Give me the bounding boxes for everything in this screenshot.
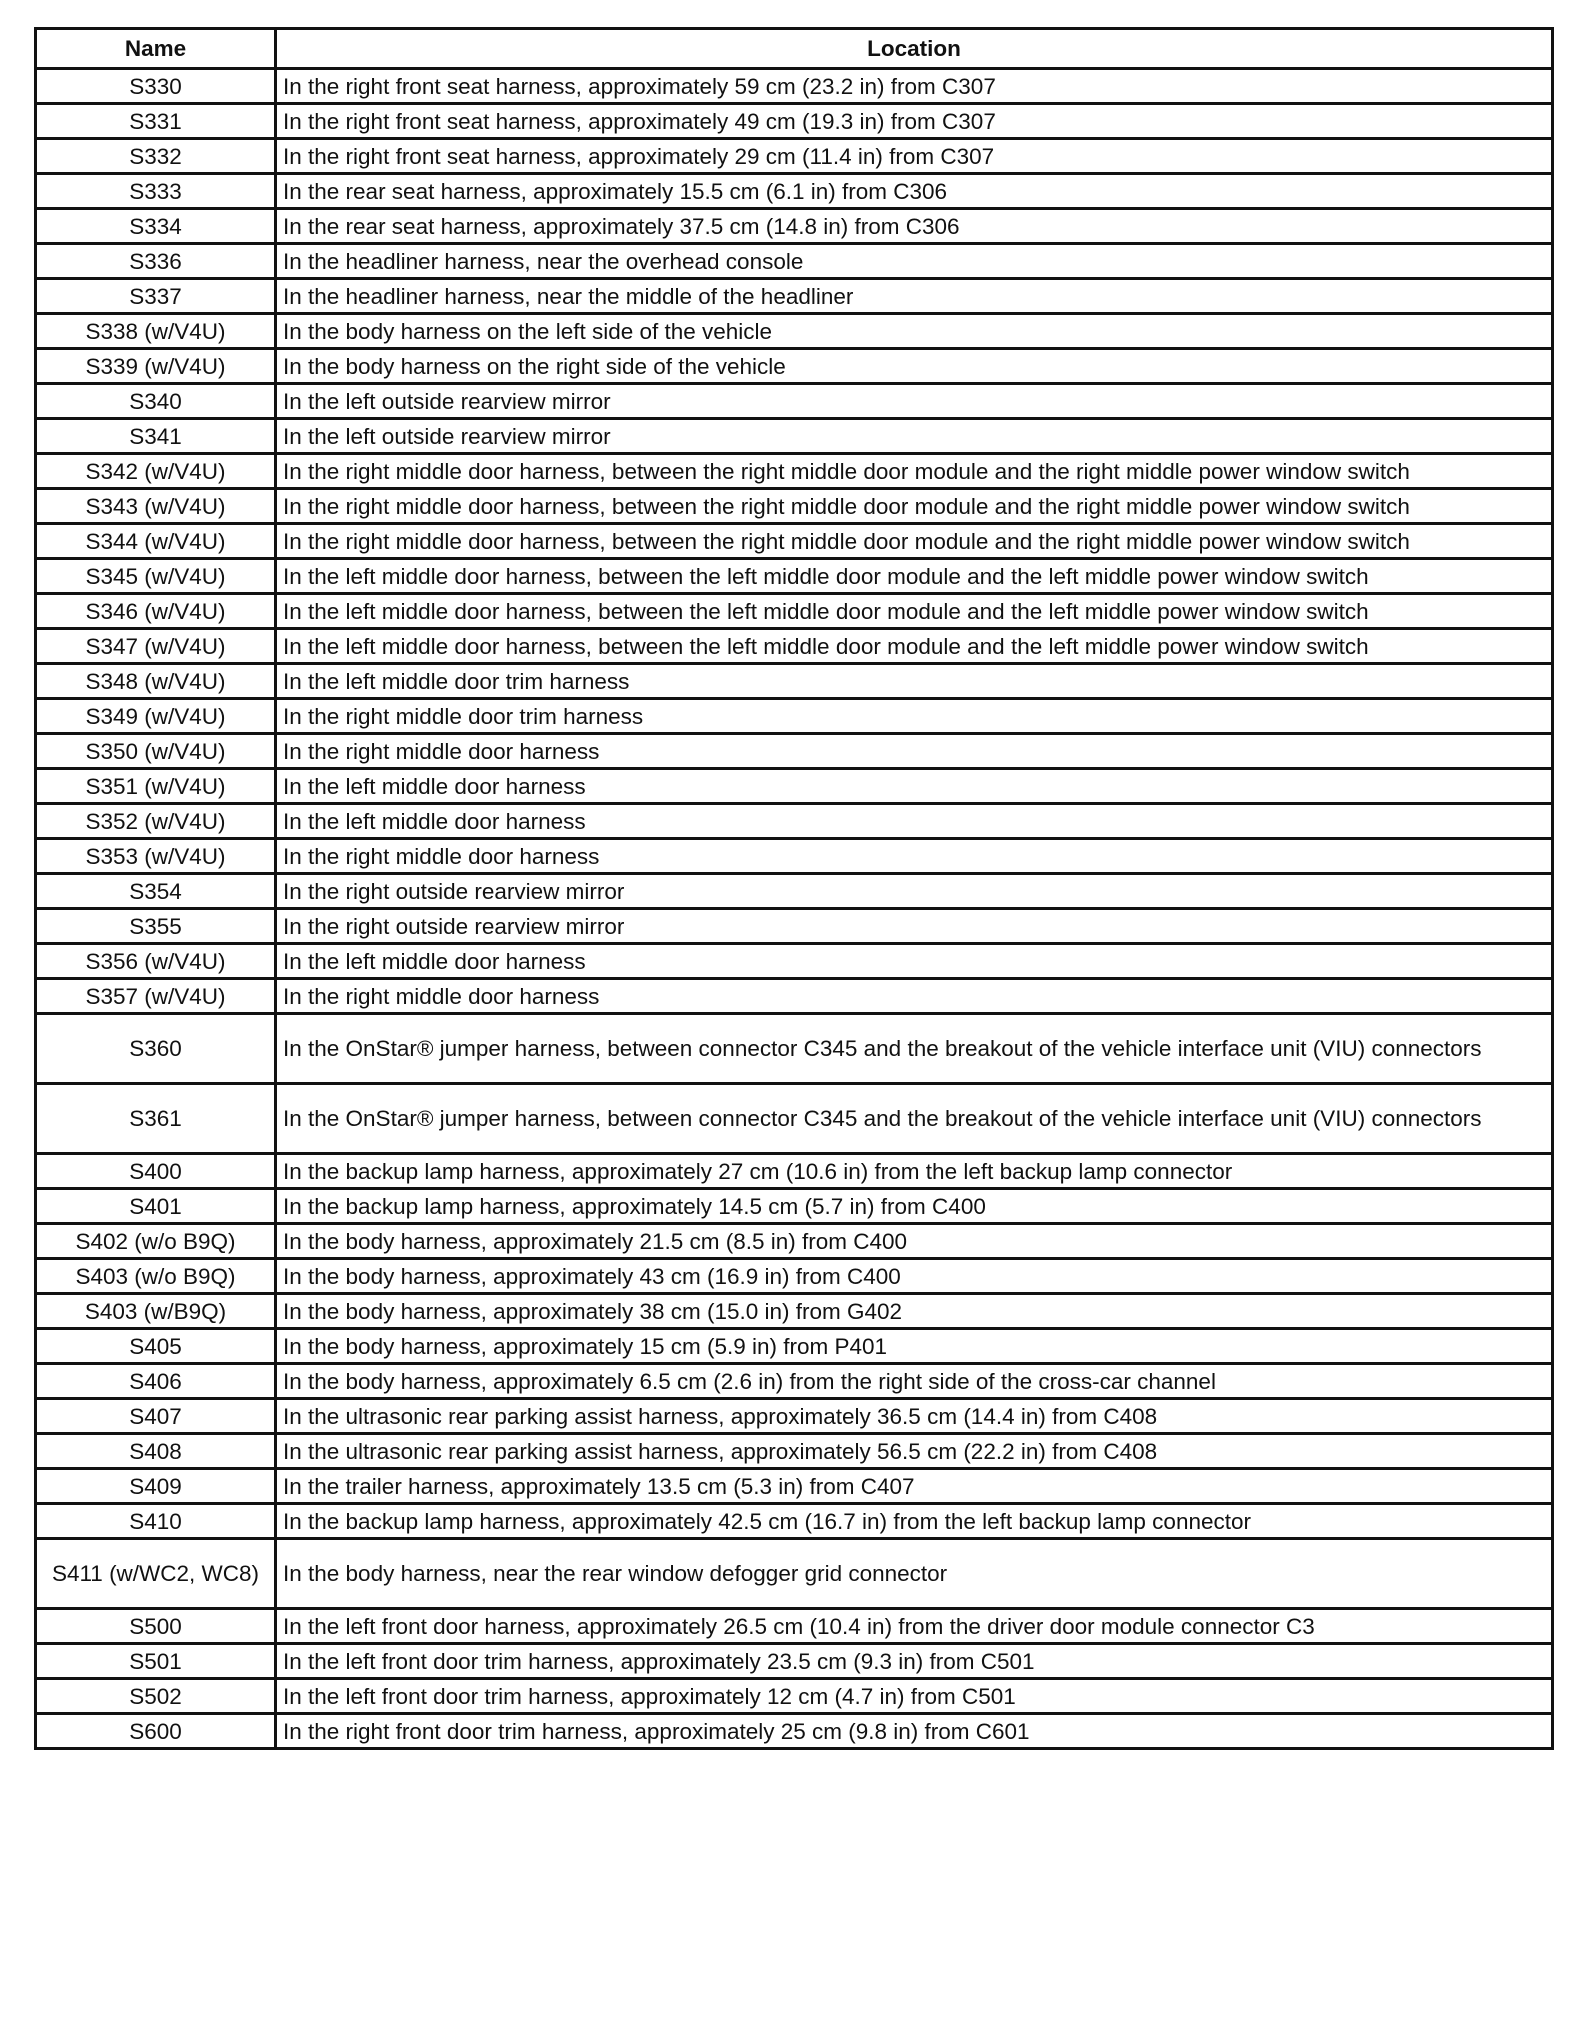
table-row — [36, 69, 1553, 104]
splice-location-cell: In the right outside rearview mirror — [276, 874, 1553, 909]
table-row — [36, 489, 1553, 524]
splice-name-cell: S330 — [36, 69, 276, 104]
splice-location-cell: In the left middle door harness, between the left middle door module and the left middle power window switch — [276, 594, 1553, 629]
splice-location-cell: In the left front door trim harness, approximately 23.5 cm (9.3 in) from C501 — [276, 1644, 1553, 1679]
splice-location-cell: In the trailer harness, approximately 13.5 cm (5.3 in) from C407 — [276, 1469, 1553, 1504]
table-row — [36, 594, 1553, 629]
splice-name-cell: S342 (w/V4U) — [36, 454, 276, 489]
table-row — [36, 769, 1553, 804]
splice-name-cell: S411 (w/WC2, WC8) — [36, 1539, 276, 1609]
splice-name-cell: S500 — [36, 1609, 276, 1644]
splice-location-cell: In the backup lamp harness, approximately 14.5 cm (5.7 in) from C400 — [276, 1189, 1553, 1224]
splice-location-cell: In the body harness, approximately 38 cm (15.0 in) from G402 — [276, 1294, 1553, 1329]
table-row — [36, 279, 1553, 314]
splice-name-cell: S344 (w/V4U) — [36, 524, 276, 559]
splice-location-cell: In the right middle door harness — [276, 734, 1553, 769]
table-row — [36, 1434, 1553, 1469]
table-row — [36, 1294, 1553, 1329]
splice-location-cell: In the right middle door harness — [276, 839, 1553, 874]
splice-location-cell: In the headliner harness, near the overhead console — [276, 244, 1553, 279]
table-row — [36, 1364, 1553, 1399]
splice-location-cell: In the ultrasonic rear parking assist harness, approximately 56.5 cm (22.2 in) from C408 — [276, 1434, 1553, 1469]
splice-location-cell: In the rear seat harness, approximately 15.5 cm (6.1 in) from C306 — [276, 174, 1553, 209]
splice-location-cell: In the body harness on the left side of the vehicle — [276, 314, 1553, 349]
splice-name-cell: S501 — [36, 1644, 276, 1679]
table-row — [36, 1154, 1553, 1189]
table-row — [36, 1679, 1553, 1714]
splice-name-cell: S354 — [36, 874, 276, 909]
table-row — [36, 1189, 1553, 1224]
table-row — [36, 419, 1553, 454]
splice-name-cell: S356 (w/V4U) — [36, 944, 276, 979]
splice-location-cell: In the backup lamp harness, approximately 27 cm (10.6 in) from the left backup lamp connector — [276, 1154, 1553, 1189]
splice-location-cell: In the right front door trim harness, approximately 25 cm (9.8 in) from C601 — [276, 1714, 1553, 1749]
table-row — [36, 944, 1553, 979]
splice-name-cell: S353 (w/V4U) — [36, 839, 276, 874]
splice-location-cell: In the ultrasonic rear parking assist harness, approximately 36.5 cm (14.4 in) from C408 — [276, 1399, 1553, 1434]
splice-name-cell: S350 (w/V4U) — [36, 734, 276, 769]
splice-location-cell: In the headliner harness, near the middle of the headliner — [276, 279, 1553, 314]
table-row — [36, 1714, 1553, 1749]
splice-location-table — [34, 27, 1554, 1750]
table-row — [36, 244, 1553, 279]
table-row — [36, 699, 1553, 734]
splice-name-cell: S336 — [36, 244, 276, 279]
splice-name-cell: S410 — [36, 1504, 276, 1539]
table-row — [36, 664, 1553, 699]
splice-location-cell: In the right front seat harness, approximately 59 cm (23.2 in) from C307 — [276, 69, 1553, 104]
splice-location-cell: In the OnStar® jumper harness, between connector C345 and the breakout of the vehicle interface unit (VIU) connectors — [276, 1084, 1553, 1154]
splice-name-cell: S351 (w/V4U) — [36, 769, 276, 804]
table-row — [36, 384, 1553, 419]
table-row — [36, 314, 1553, 349]
splice-name-cell: S334 — [36, 209, 276, 244]
splice-name-cell: S401 — [36, 1189, 276, 1224]
splice-location-cell: In the body harness, approximately 15 cm (5.9 in) from P401 — [276, 1329, 1553, 1364]
splice-location-cell: In the left middle door harness — [276, 769, 1553, 804]
splice-location-cell: In the left front door harness, approximately 26.5 cm (10.4 in) from the driver door module connector C3 — [276, 1609, 1553, 1644]
splice-name-cell: S406 — [36, 1364, 276, 1399]
splice-location-cell: In the body harness, approximately 21.5 cm (8.5 in) from C400 — [276, 1224, 1553, 1259]
table-row — [36, 1329, 1553, 1364]
splice-location-cell: In the left middle door trim harness — [276, 664, 1553, 699]
splice-location-cell: In the right middle door trim harness — [276, 699, 1553, 734]
table-row — [36, 524, 1553, 559]
table-row — [36, 1504, 1553, 1539]
splice-name-cell: S403 (w/o B9Q) — [36, 1259, 276, 1294]
splice-location-cell: In the body harness, near the rear window defogger grid connector — [276, 1539, 1553, 1609]
splice-location-cell: In the left front door trim harness, approximately 12 cm (4.7 in) from C501 — [276, 1679, 1553, 1714]
table-row — [36, 1539, 1553, 1609]
table-row — [36, 839, 1553, 874]
column-header-location: Location — [276, 29, 1553, 69]
splice-name-cell: S338 (w/V4U) — [36, 314, 276, 349]
splice-name-cell: S345 (w/V4U) — [36, 559, 276, 594]
table-row — [36, 1399, 1553, 1434]
splice-name-cell: S347 (w/V4U) — [36, 629, 276, 664]
splice-location-cell: In the right middle door harness, between the right middle door module and the right middle power window switch — [276, 454, 1553, 489]
splice-location-cell: In the right middle door harness, between the right middle door module and the right middle power window switch — [276, 524, 1553, 559]
splice-name-cell: S408 — [36, 1434, 276, 1469]
table-row — [36, 174, 1553, 209]
table-row — [36, 1609, 1553, 1644]
splice-name-cell: S346 (w/V4U) — [36, 594, 276, 629]
splice-location-cell: In the backup lamp harness, approximately 42.5 cm (16.7 in) from the left backup lamp connector — [276, 1504, 1553, 1539]
table-row — [36, 559, 1553, 594]
splice-location-cell: In the right front seat harness, approximately 29 cm (11.4 in) from C307 — [276, 139, 1553, 174]
table-body — [36, 69, 1553, 1749]
splice-name-cell: S405 — [36, 1329, 276, 1364]
splice-name-cell: S331 — [36, 104, 276, 139]
table-row — [36, 979, 1553, 1014]
splice-location-cell: In the right middle door harness, between the right middle door module and the right middle power window switch — [276, 489, 1553, 524]
splice-name-cell: S349 (w/V4U) — [36, 699, 276, 734]
table-row — [36, 209, 1553, 244]
splice-location-cell: In the right middle door harness — [276, 979, 1553, 1014]
table-header-row — [36, 29, 1553, 69]
table-row — [36, 1259, 1553, 1294]
column-header-name: Name — [36, 29, 276, 69]
splice-name-cell: S332 — [36, 139, 276, 174]
splice-name-cell: S333 — [36, 174, 276, 209]
splice-name-cell: S360 — [36, 1014, 276, 1084]
splice-name-cell: S361 — [36, 1084, 276, 1154]
table-row — [36, 1644, 1553, 1679]
splice-name-cell: S348 (w/V4U) — [36, 664, 276, 699]
table-row — [36, 349, 1553, 384]
splice-location-cell: In the left outside rearview mirror — [276, 419, 1553, 454]
table-row — [36, 1224, 1553, 1259]
splice-name-cell: S337 — [36, 279, 276, 314]
splice-name-cell: S352 (w/V4U) — [36, 804, 276, 839]
splice-location-cell: In the left middle door harness — [276, 944, 1553, 979]
table-row — [36, 804, 1553, 839]
table-row — [36, 1469, 1553, 1504]
splice-name-cell: S357 (w/V4U) — [36, 979, 276, 1014]
splice-name-cell: S409 — [36, 1469, 276, 1504]
splice-location-cell: In the right front seat harness, approximately 49 cm (19.3 in) from C307 — [276, 104, 1553, 139]
splice-location-cell: In the left middle door harness, between the left middle door module and the left middle power window switch — [276, 559, 1553, 594]
splice-name-cell: S340 — [36, 384, 276, 419]
splice-name-cell: S341 — [36, 419, 276, 454]
splice-location-cell: In the body harness on the right side of the vehicle — [276, 349, 1553, 384]
splice-location-cell: In the left middle door harness, between the left middle door module and the left middle power window switch — [276, 629, 1553, 664]
splice-name-cell: S400 — [36, 1154, 276, 1189]
splice-location-cell: In the rear seat harness, approximately 37.5 cm (14.8 in) from C306 — [276, 209, 1553, 244]
splice-name-cell: S600 — [36, 1714, 276, 1749]
splice-name-cell: S343 (w/V4U) — [36, 489, 276, 524]
table-row — [36, 139, 1553, 174]
splice-location-cell: In the body harness, approximately 43 cm (16.9 in) from C400 — [276, 1259, 1553, 1294]
splice-name-cell: S355 — [36, 909, 276, 944]
splice-location-cell: In the left outside rearview mirror — [276, 384, 1553, 419]
splice-name-cell: S403 (w/B9Q) — [36, 1294, 276, 1329]
splice-location-cell: In the right outside rearview mirror — [276, 909, 1553, 944]
table-row — [36, 1084, 1553, 1154]
splice-name-cell: S407 — [36, 1399, 276, 1434]
table-row — [36, 1014, 1553, 1084]
splice-location-cell: In the left middle door harness — [276, 804, 1553, 839]
table-row — [36, 909, 1553, 944]
splice-location-cell: In the body harness, approximately 6.5 cm (2.6 in) from the right side of the cross-car channel — [276, 1364, 1553, 1399]
table-row — [36, 874, 1553, 909]
table-row — [36, 454, 1553, 489]
table-row — [36, 734, 1553, 769]
splice-name-cell: S502 — [36, 1679, 276, 1714]
table-row — [36, 104, 1553, 139]
splice-name-cell: S402 (w/o B9Q) — [36, 1224, 276, 1259]
table-row — [36, 629, 1553, 664]
splice-name-cell: S339 (w/V4U) — [36, 349, 276, 384]
splice-location-cell: In the OnStar® jumper harness, between connector C345 and the breakout of the vehicle interface unit (VIU) connectors — [276, 1014, 1553, 1084]
